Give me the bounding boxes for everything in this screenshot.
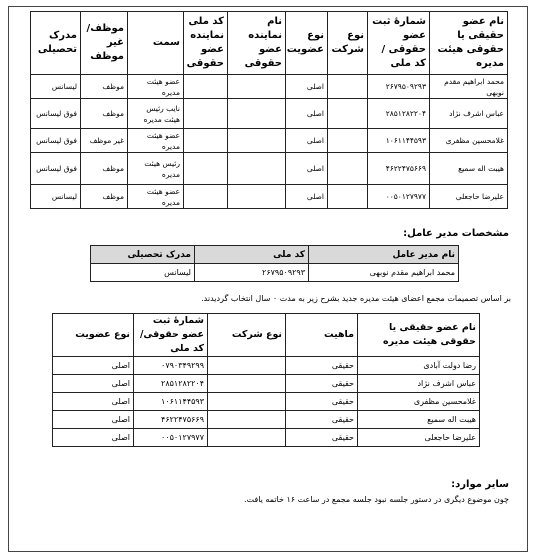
- table-cell: فوق لیسانس: [31, 153, 81, 185]
- table-cell: حقیقی: [286, 393, 358, 411]
- header-cell: سمت: [128, 12, 184, 75]
- table-cell: لیسانس: [31, 185, 81, 209]
- table-cell: رضا دولت آبادی: [358, 357, 480, 375]
- table-cell: عباس اشرف نژاد: [430, 99, 508, 129]
- table-cell: [184, 185, 228, 209]
- table-cell: اصلی: [286, 153, 328, 185]
- table-cell: ۲۸۵۱۲۸۲۲۰۴: [134, 375, 208, 393]
- table-cell: [228, 185, 286, 209]
- table-cell: غلامحسین مظفری: [358, 393, 480, 411]
- table-cell: اصلی: [286, 185, 328, 209]
- table-cell: [228, 99, 286, 129]
- table-cell: [328, 153, 368, 185]
- table-cell: [328, 185, 368, 209]
- table-header-row: [91, 246, 459, 264]
- table-row: [53, 357, 480, 375]
- header-cell: نام مدیر عامل: [309, 246, 459, 264]
- header-cell: نام عضو حقیقی یا حقوقی هیئت مدیره: [430, 12, 508, 75]
- table-cell: اصلی: [286, 129, 328, 153]
- table-cell: غیر موظف: [81, 129, 128, 153]
- board-members-table: [30, 11, 508, 209]
- table-cell: غلامحسین مظفری: [430, 129, 508, 153]
- table-cell: ۱۰۶۱۱۴۴۵۹۳: [134, 393, 208, 411]
- table-cell: عضو هیئت مدیره: [128, 129, 184, 153]
- table-cell: فوق لیسانس: [31, 129, 81, 153]
- table-cell: ۲۸۵۱۲۸۲۲۰۴: [368, 99, 430, 129]
- table-cell: محمد ابراهیم مقدم نوبهی: [309, 264, 459, 282]
- table-cell: [328, 75, 368, 99]
- table-cell: اصلی: [53, 375, 134, 393]
- table-cell: ۲۶۷۹۵۰۹۲۹۳: [368, 75, 430, 99]
- table-cell: [328, 99, 368, 129]
- table-cell: ۴۶۲۲۴۷۵۶۶۹: [134, 411, 208, 429]
- table-cell: ۰۷۹۰۳۴۹۲۹۹: [134, 357, 208, 375]
- table-cell: [208, 393, 286, 411]
- table-row: [53, 429, 480, 447]
- table-row: [31, 153, 508, 185]
- header-cell: نام عضو حقیقی یا حقوقی هیئت مدیره: [358, 314, 480, 357]
- table-row: [91, 264, 459, 282]
- table-cell: لیسانس: [31, 75, 81, 99]
- table-cell: [208, 375, 286, 393]
- table-cell: هیبت اله سمیع: [358, 411, 480, 429]
- table-cell: [184, 75, 228, 99]
- table-cell: لیسانس: [91, 264, 195, 282]
- table-row: [31, 129, 508, 153]
- table-cell: [228, 153, 286, 185]
- other-items-title: سایر موارد:: [451, 479, 509, 490]
- table-cell: هیبت اله سمیع: [430, 153, 508, 185]
- table-cell: موظف: [81, 185, 128, 209]
- table-cell: موظف: [81, 99, 128, 129]
- table-cell: اصلی: [53, 357, 134, 375]
- table-cell: موظف: [81, 75, 128, 99]
- table-cell: حقیقی: [286, 429, 358, 447]
- table-cell: ۲۶۷۹۵۰۹۲۹۳: [195, 264, 309, 282]
- header-cell: مدرک تحصیلی: [91, 246, 195, 264]
- table-cell: ۴۶۲۲۴۷۵۶۶۹: [368, 153, 430, 185]
- header-cell: نوع عضویت: [53, 314, 134, 357]
- table-cell: حقیقی: [286, 357, 358, 375]
- table-cell: محمد ابراهیم مقدم نوبهی: [430, 75, 508, 99]
- table-cell: [228, 129, 286, 153]
- header-cell: مدرک تحصیلی: [31, 12, 81, 75]
- table-cell: علیرضا حاجعلی: [358, 429, 480, 447]
- table-cell: علیرضا حاجعلی: [430, 185, 508, 209]
- ceo-table: [90, 245, 459, 282]
- header-cell: نام نماینده عضو حقوقی: [228, 12, 286, 75]
- table-cell: اصلی: [53, 411, 134, 429]
- table-cell: [208, 411, 286, 429]
- table-cell: نایب رئیس هیئت مدیره: [128, 99, 184, 129]
- table-cell: رئیس هیئت مدیره: [128, 153, 184, 185]
- table-cell: [208, 429, 286, 447]
- table-cell: عباس اشرف نژاد: [358, 375, 480, 393]
- table-row: [31, 75, 508, 99]
- table-cell: عضو هیئت مدیره: [128, 185, 184, 209]
- table-row: [53, 375, 480, 393]
- table-cell: اصلی: [286, 75, 328, 99]
- table-cell: حقیقی: [286, 375, 358, 393]
- table-row: [53, 393, 480, 411]
- table-cell: فوق لیسانس: [31, 99, 81, 129]
- table-cell: ۰۰۵۰۱۲۷۹۷۷: [134, 429, 208, 447]
- table-cell: ۱۰۶۱۱۴۴۵۹۳: [368, 129, 430, 153]
- header-cell: شمارهٔ ثبت عضو حقوقی/کد ملی: [134, 314, 208, 357]
- header-cell: نوع شرکت: [328, 12, 368, 75]
- table-cell: اصلی: [286, 99, 328, 129]
- header-cell: شمارهٔ ثبت عضو حقوقی / کد ملی: [368, 12, 430, 75]
- table-row: [31, 99, 508, 129]
- table-cell: [228, 75, 286, 99]
- table-cell: [328, 129, 368, 153]
- ceo-section-title: مشخصات مدیر عامل:: [403, 228, 509, 239]
- header-cell: کد ملی نماینده عضو حقوقی: [184, 12, 228, 75]
- header-cell: موظف/غیر موظف: [81, 12, 128, 75]
- table-cell: [184, 99, 228, 129]
- table-cell: [184, 153, 228, 185]
- table-cell: اصلی: [53, 429, 134, 447]
- table-row: [53, 411, 480, 429]
- table-header-row: [53, 314, 480, 357]
- new-board-table: [52, 313, 480, 447]
- table-cell: حقیقی: [286, 411, 358, 429]
- table-cell: موظف: [81, 153, 128, 185]
- table-header-row: [31, 12, 508, 75]
- table-cell: عضو هیئت مدیره: [128, 75, 184, 99]
- other-items-text: چون موضوع دیگری در دستور جلسه نبود جلسه مجمع در ساعت ۱۶ خاتمه یافت.: [243, 495, 509, 504]
- header-cell: ماهیت: [286, 314, 358, 357]
- header-cell: کد ملی: [195, 246, 309, 264]
- table-row: [31, 185, 508, 209]
- header-cell: نوع عضویت: [286, 12, 328, 75]
- table-cell: [184, 129, 228, 153]
- table-cell: [208, 357, 286, 375]
- decision-note: بر اساس تصمیمات مجمع اعضای هیئت مدیره جدید بشرح زیر به مدت ۰ سال انتخاب گردیدند.: [201, 294, 511, 303]
- header-cell: نوع شرکت: [208, 314, 286, 357]
- table-cell: ۰۰۵۰۱۲۷۹۷۷: [368, 185, 430, 209]
- table-cell: اصلی: [53, 393, 134, 411]
